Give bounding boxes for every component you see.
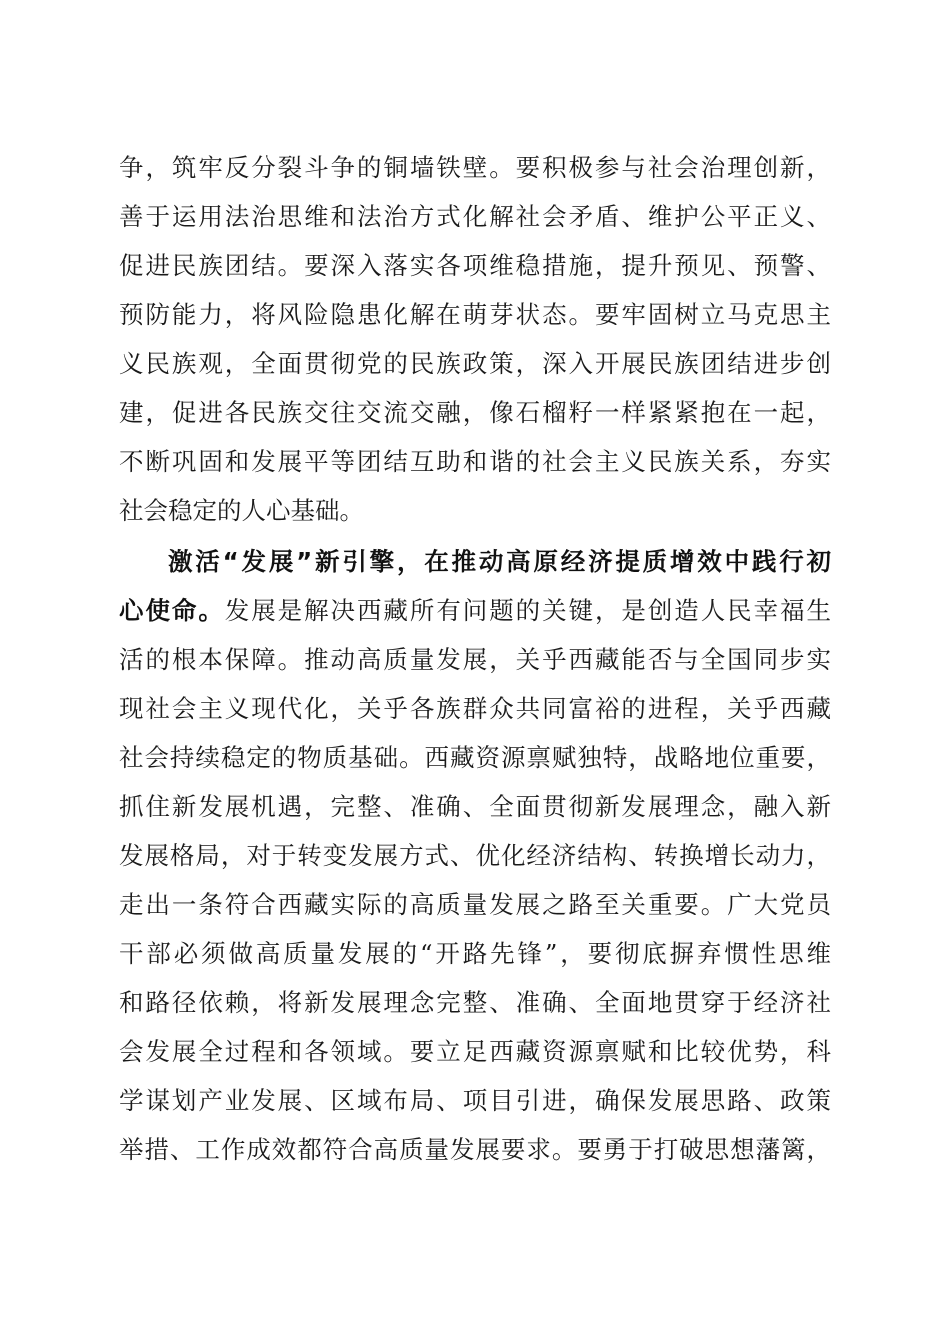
text-line: 预防能力，将风险隐患化解在萌芽状态。要牢固树立马克思主: [119, 300, 831, 329]
text-line: 不断巩固和发展平等团结互助和谐的社会主义民族关系，夯实: [119, 447, 831, 476]
text-line: 发展格局，对于转变发展方式、优化经济结构、转换增长动力，: [119, 841, 831, 870]
text-line: [119, 587, 831, 635]
text-line: 善于运用法治思维和法治方式化解社会矛盾、维护公平正义、: [119, 202, 831, 231]
text-line: 抓住新发展机遇，完整、准确、全面贯彻新发展理念，融入新: [119, 792, 831, 821]
text-line: 举措、工作成效都符合高质量发展要求。要勇于打破思想藩篱，: [119, 1135, 831, 1164]
text-line: 现社会主义现代化，关乎各族群众共同富裕的进程，关乎西藏: [119, 694, 831, 723]
text-line: 争，筑牢反分裂斗争的铜墙铁壁。要积极参与社会治理创新，: [119, 153, 831, 182]
section-heading: 激活“发展”新引擎，在推动高原经济提质增效中践行初: [168, 547, 831, 576]
text-line: 会发展全过程和各领域。要立足西藏资源禀赋和比较优势，科: [119, 1037, 831, 1066]
text-line: 社会稳定的人心基础。: [119, 496, 364, 525]
text-line: 学谋划产业发展、区域布局、项目引进，确保发展思路、政策: [119, 1086, 831, 1115]
text-line: 活的根本保障。推动高质量发展，关乎西藏能否与全国同步实: [119, 645, 831, 674]
text-line: 干部必须做高质量发展的“开路先锋”，要彻底摒弃惯性思维: [119, 939, 831, 968]
section-heading-end: 心使命。: [119, 596, 225, 625]
text-line: 义民族观，全面贯彻党的民族政策，深入开展民族团结进步创: [119, 349, 831, 378]
text-line: 建，促进各民族交往交流交融，像石榴籽一样紧紧抱在一起，: [119, 398, 831, 427]
text-line: 社会持续稳定的物质基础。西藏资源禀赋独特，战略地位重要，: [119, 743, 831, 772]
text-line: 和路径依赖，将新发展理念完整、准确、全面地贯穿于经济社: [119, 988, 831, 1017]
text-line: 促进民族团结。要深入落实各项维稳措施，提升预见、预警、: [119, 251, 831, 280]
text-line: 走出一条符合西藏实际的高质量发展之路至关重要。广大党员: [119, 890, 831, 919]
text-run: 发展是解决西藏所有问题的关键，是创造人民幸福生: [224, 596, 831, 625]
